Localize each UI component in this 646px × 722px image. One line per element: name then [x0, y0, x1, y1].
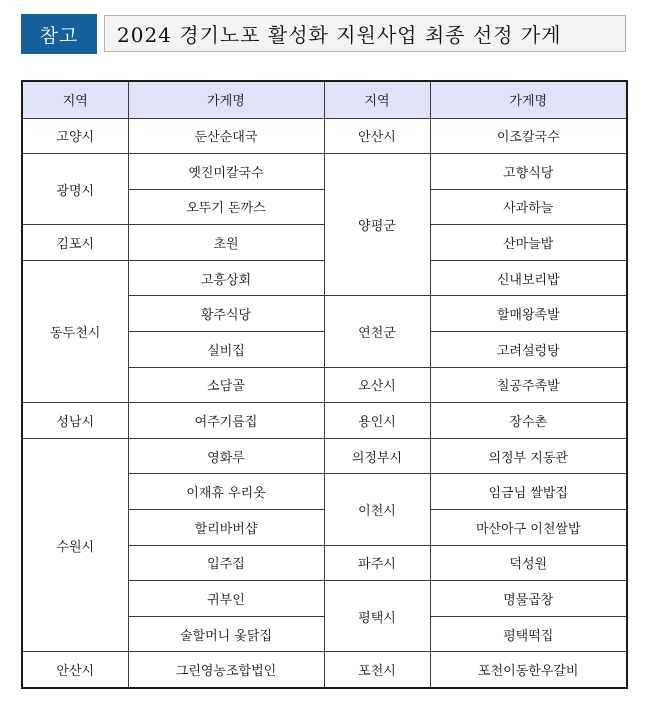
- store-cell: 사과하늘: [430, 189, 627, 225]
- region-cell: 용인시: [324, 403, 430, 439]
- header-store-right: 가게명: [430, 81, 627, 118]
- region-cell: 김포시: [22, 225, 128, 261]
- store-cell: 이조칼국수: [430, 118, 627, 154]
- store-cell: 귀부인: [128, 581, 324, 617]
- table-row: [22, 118, 627, 154]
- header-region-left: 지역: [22, 81, 128, 118]
- region-cell: 양평군: [324, 154, 430, 296]
- store-cell: 실비집: [128, 332, 324, 368]
- store-cell: 고향식당: [430, 154, 627, 190]
- region-cell: 연천군: [324, 296, 430, 367]
- region-cell: 안산시: [22, 652, 128, 688]
- selected-stores-table: [21, 80, 628, 689]
- store-cell: 평택떡집: [430, 616, 627, 652]
- store-cell: 이재휴 우리옷: [128, 474, 324, 510]
- document-title: 2024 경기노포 활성화 지원사업 최종 선정 가게: [104, 15, 626, 52]
- region-cell: 평택시: [324, 581, 430, 652]
- table-row: [22, 403, 627, 439]
- store-cell: 술할머니 옻닭집: [128, 616, 324, 652]
- store-cell: 산마늘밥: [430, 225, 627, 261]
- store-cell: 할리바버샵: [128, 510, 324, 546]
- store-cell: 할매왕족발: [430, 296, 627, 332]
- reference-badge: 참고: [21, 14, 97, 54]
- region-cell: 오산시: [324, 367, 430, 403]
- table-row: [22, 438, 627, 474]
- store-cell: 그린영농조합법인: [128, 652, 324, 688]
- store-cell: 소담골: [128, 367, 324, 403]
- store-cell: 고흥상회: [128, 260, 324, 296]
- region-cell: 수원시: [22, 438, 128, 652]
- store-cell: 장수촌: [430, 403, 627, 439]
- store-cell: 황주식당: [128, 296, 324, 332]
- store-cell: 포천이동한우갈비: [430, 652, 627, 688]
- header-store-left: 가게명: [128, 81, 324, 118]
- store-cell: 여주기름집: [128, 403, 324, 439]
- region-cell: 고양시: [22, 118, 128, 154]
- region-cell: 안산시: [324, 118, 430, 154]
- store-cell: 둔산순대국: [128, 118, 324, 154]
- header-row: [22, 81, 627, 118]
- store-cell: 오뚜기 돈까스: [128, 189, 324, 225]
- store-cell: 입주집: [128, 545, 324, 581]
- store-cell: 의정부 지동관: [430, 438, 627, 474]
- table-row: [22, 652, 627, 688]
- region-cell: 이천시: [324, 474, 430, 545]
- store-cell: 덕성원: [430, 545, 627, 581]
- store-cell: 칠공주족발: [430, 367, 627, 403]
- header-region-right: 지역: [324, 81, 430, 118]
- region-cell: 포천시: [324, 652, 430, 688]
- region-cell: 동두천시: [22, 260, 128, 402]
- store-cell: 마산아구 이천쌀밥: [430, 510, 627, 546]
- table-row: [22, 154, 627, 190]
- store-cell: 영화루: [128, 438, 324, 474]
- store-cell: 옛진미칼국수: [128, 154, 324, 190]
- region-cell: 파주시: [324, 545, 430, 581]
- store-cell: 초원: [128, 225, 324, 261]
- region-cell: 성남시: [22, 403, 128, 439]
- store-cell: 명물곱창: [430, 581, 627, 617]
- store-cell: 임금님 쌀밥집: [430, 474, 627, 510]
- store-cell: 신내보리밥: [430, 260, 627, 296]
- region-cell: 광명시: [22, 154, 128, 225]
- region-cell: 의정부시: [324, 438, 430, 474]
- store-cell: 고려설렁탕: [430, 332, 627, 368]
